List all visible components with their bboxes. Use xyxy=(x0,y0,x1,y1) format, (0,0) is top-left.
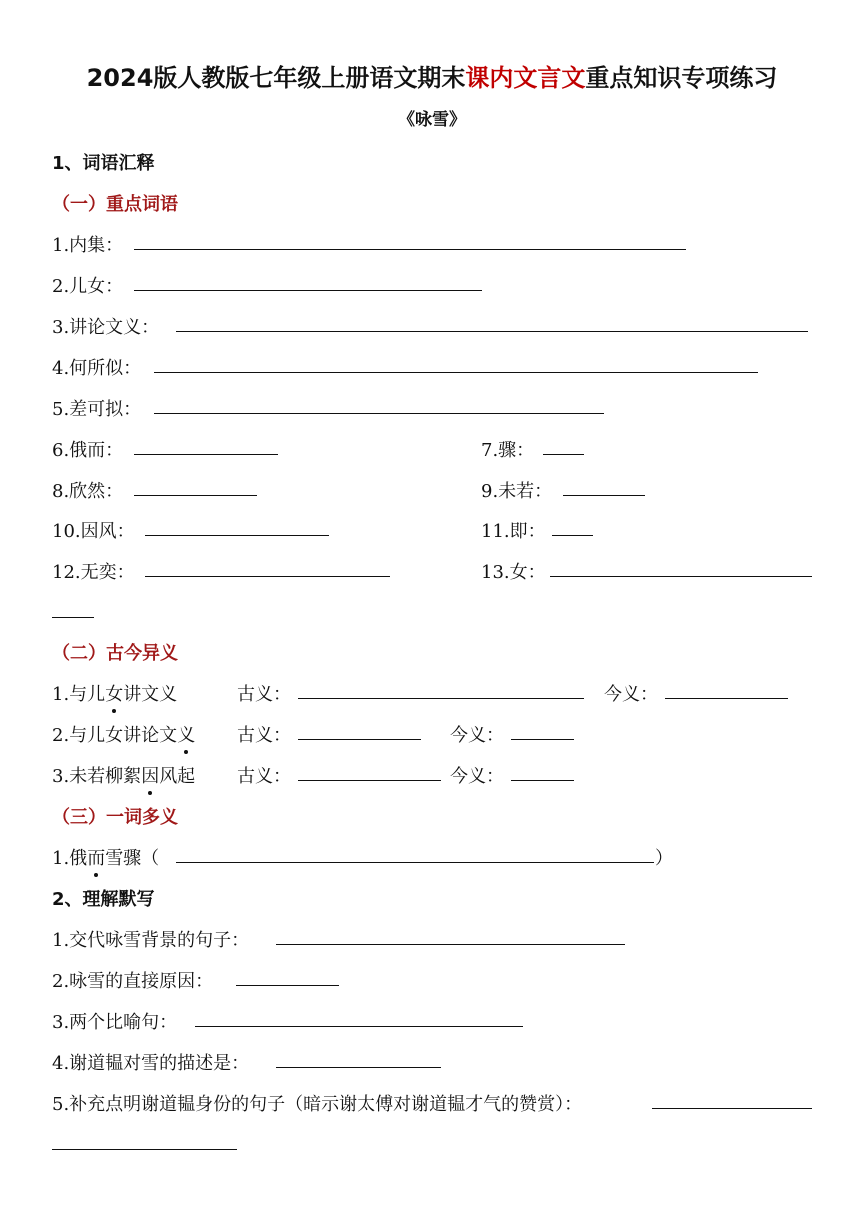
answer-blank[interactable] xyxy=(154,372,758,373)
answer-blank-continuation[interactable] xyxy=(52,617,94,618)
title-part1: 2024版人教版七年级上册语文期末 xyxy=(86,64,466,92)
section2-heading: 2、理解默写 xyxy=(52,889,155,910)
answer-blank[interactable] xyxy=(550,576,812,577)
answer-blank-continuation[interactable] xyxy=(52,1149,237,1150)
answer-blank[interactable] xyxy=(563,495,645,496)
sentence-text: 雪骤（ xyxy=(105,848,160,869)
answer-blank[interactable] xyxy=(145,535,329,536)
answer-blank[interactable] xyxy=(276,944,625,945)
term-item: 8.欣然： xyxy=(52,481,124,502)
answer-blank[interactable] xyxy=(298,739,421,740)
answer-blank[interactable] xyxy=(154,413,604,414)
term-item: 1.内集： xyxy=(52,235,124,256)
recitation-item: 1.交代咏雪背景的句子： xyxy=(52,930,250,951)
answer-blank[interactable] xyxy=(195,1026,523,1027)
emphasized-char: 而 xyxy=(87,844,105,870)
close-paren: ） xyxy=(655,848,673,869)
term-item: 12.无奕： xyxy=(52,562,135,583)
text-title: 《咏雪》 xyxy=(398,110,466,130)
answer-blank[interactable] xyxy=(134,290,482,291)
sentence-item xyxy=(52,762,195,788)
term-item: 6.俄而： xyxy=(52,440,124,461)
answer-blank[interactable] xyxy=(652,1108,812,1109)
answer-blank[interactable] xyxy=(134,495,257,496)
section1-heading: 1、词语汇释 xyxy=(52,153,155,174)
sentence-text: 3.未若柳絮 xyxy=(52,766,142,787)
sentence-text: 2.与儿女讲论文 xyxy=(52,725,178,746)
modern-meaning-label: 今义： xyxy=(450,766,504,787)
answer-blank[interactable] xyxy=(511,739,574,740)
term-item: 2.儿女： xyxy=(52,276,124,297)
recitation-item: 2.咏雪的直接原因： xyxy=(52,971,214,992)
answer-blank[interactable] xyxy=(298,698,584,699)
answer-blank[interactable] xyxy=(134,249,686,250)
answer-blank[interactable] xyxy=(176,862,654,863)
answer-blank[interactable] xyxy=(276,1067,441,1068)
answer-blank[interactable] xyxy=(134,454,278,455)
answer-blank[interactable] xyxy=(543,454,584,455)
answer-blank[interactable] xyxy=(665,698,788,699)
polysemy-item xyxy=(52,844,159,870)
sentence-text: 1.与儿 xyxy=(52,684,106,705)
answer-blank[interactable] xyxy=(298,780,441,781)
term-item: 11.即： xyxy=(481,521,546,542)
emphasized-char: 义 xyxy=(177,721,195,747)
answer-blank[interactable] xyxy=(511,780,574,781)
title-part2: 重点知识专项练习 xyxy=(585,64,778,92)
emphasized-char: 女 xyxy=(105,680,123,706)
term-item: 5.差可拟： xyxy=(52,399,142,420)
sentence-item xyxy=(52,680,177,706)
term-item: 10.因风： xyxy=(52,521,135,542)
answer-blank[interactable] xyxy=(145,576,390,577)
sentence-text: 风起 xyxy=(159,766,196,787)
sentence-text: 1.俄 xyxy=(52,848,88,869)
term-item: 4.何所似： xyxy=(52,358,142,379)
title-highlight: 课内文言文 xyxy=(465,64,586,92)
recitation-item: 4.谢道韫对雪的描述是： xyxy=(52,1053,250,1074)
term-item: 9.未若： xyxy=(481,481,553,502)
answer-blank[interactable] xyxy=(552,535,593,536)
term-item: 13.女： xyxy=(481,562,546,583)
answer-blank[interactable] xyxy=(176,331,808,332)
sub1-heading: （一）重点词语 xyxy=(52,194,178,215)
ancient-meaning-label: 古义： xyxy=(237,725,291,746)
answer-blank[interactable] xyxy=(236,985,339,986)
ancient-meaning-label: 古义： xyxy=(237,684,291,705)
sentence-item xyxy=(52,721,195,747)
recitation-item: 5.补充点明谢道韫身份的句子（暗示谢太傅对谢道韫才气的赞赏）： xyxy=(52,1094,583,1115)
recitation-item: 3.两个比喻句： xyxy=(52,1012,178,1033)
sentence-text: 讲文义 xyxy=(123,684,178,705)
term-item: 3.讲论文义： xyxy=(52,317,160,338)
modern-meaning-label: 今义： xyxy=(604,684,658,705)
modern-meaning-label: 今义： xyxy=(450,725,504,746)
term-item: 7.骤： xyxy=(481,440,535,461)
ancient-meaning-label: 古义： xyxy=(237,766,291,787)
document-title xyxy=(0,58,864,93)
sub2-heading: （二）古今异义 xyxy=(52,643,178,664)
sub3-heading: （三）一词多义 xyxy=(52,807,178,828)
emphasized-char: 因 xyxy=(141,762,159,788)
